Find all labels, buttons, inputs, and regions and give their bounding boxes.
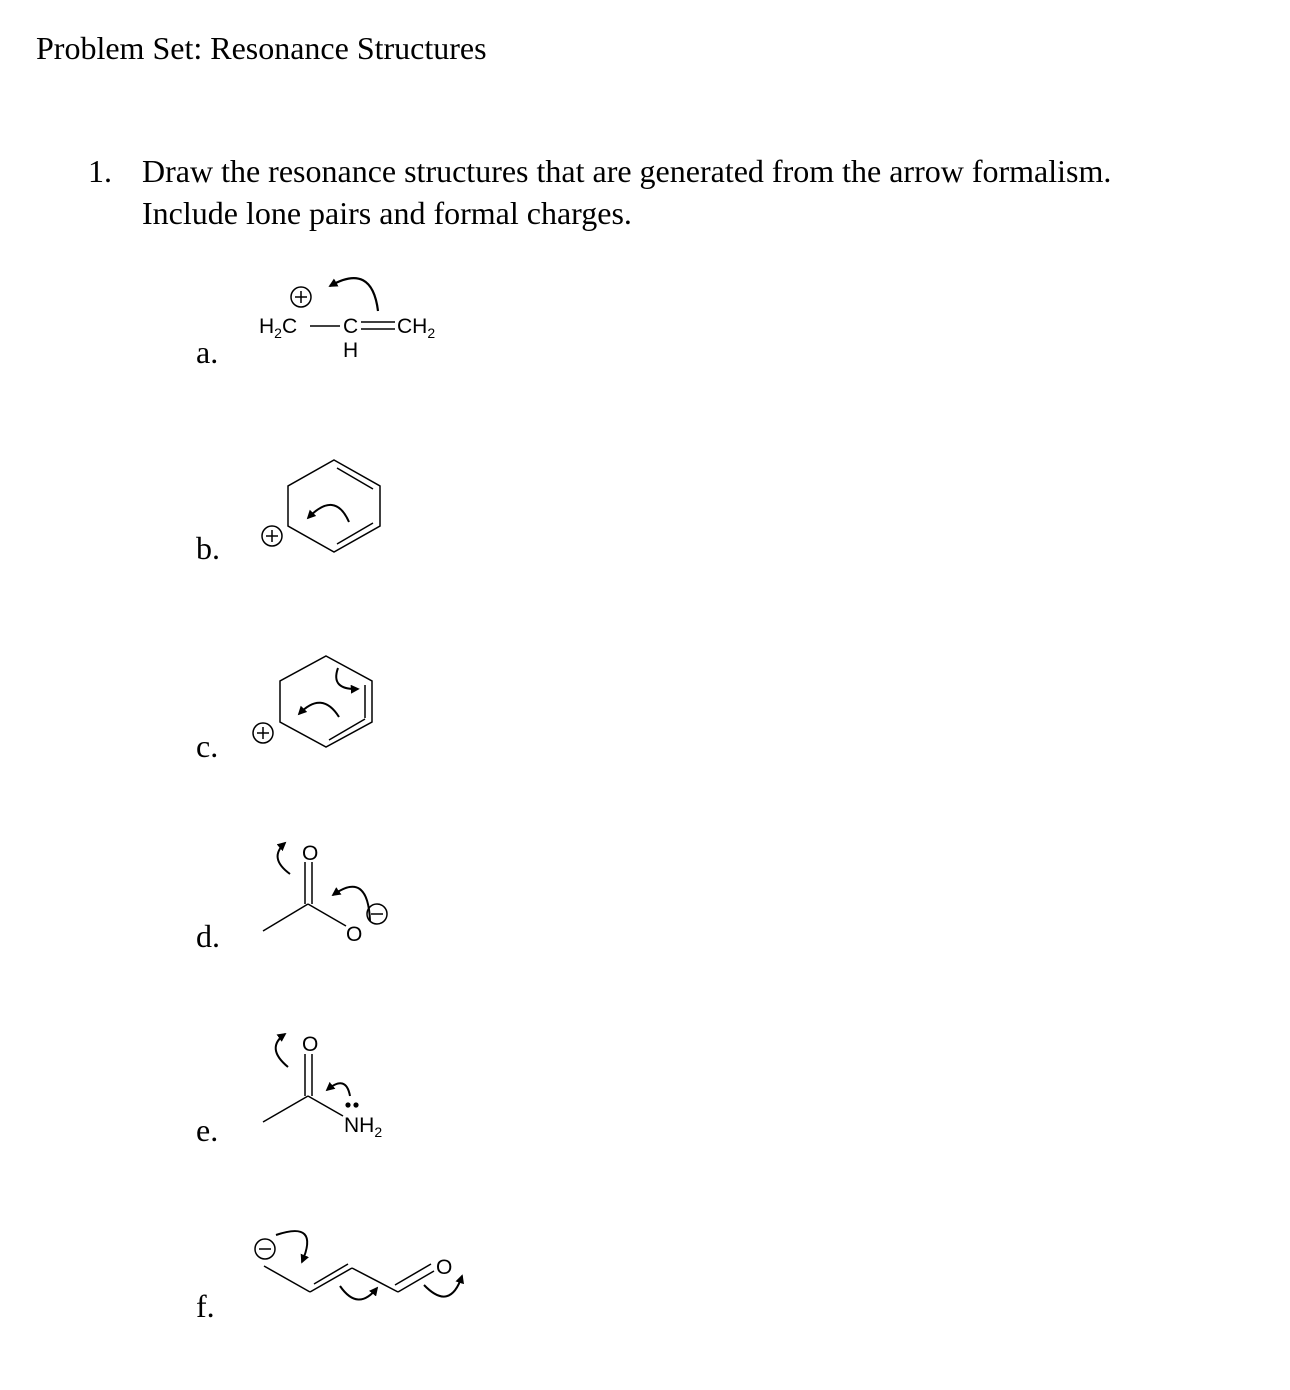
charge-plus-a	[291, 287, 311, 307]
problem-label-a: a.	[196, 334, 219, 370]
bond-f-3	[352, 1268, 398, 1292]
bond-f-2	[310, 1268, 352, 1292]
atom-label-e-amine: $NH_2$	[344, 1114, 383, 1140]
question-line-2: Include lone pairs and formal charges.	[142, 195, 632, 231]
curved-arrow-f-2	[340, 1286, 377, 1300]
bond-d-methyl	[263, 904, 308, 931]
curved-arrow-c-2	[299, 703, 339, 717]
atom-label-d-carbonyl-o: O	[302, 842, 319, 865]
charge-minus-f	[255, 1239, 275, 1259]
charge-plus-b	[262, 526, 282, 546]
curved-arrow-e-2	[327, 1083, 350, 1096]
curved-arrow-f-1	[276, 1231, 307, 1262]
problem-label-c: c.	[196, 728, 219, 764]
problem-label-f: f.	[196, 1288, 215, 1324]
curved-arrow-e-1	[276, 1034, 288, 1067]
structure-a	[240, 260, 470, 370]
page-title: Problem Set: Resonance Structures	[36, 30, 487, 66]
curved-arrow-d-2	[333, 887, 370, 921]
lone-pair-e	[345, 1102, 358, 1107]
question-line-1: Draw the resonance structures that are generated from the arrow formalism.	[142, 153, 1112, 189]
structure-c	[245, 645, 395, 755]
bond-f-1	[264, 1266, 310, 1292]
bond-f-4-double-2	[395, 1264, 431, 1285]
structure-f	[245, 1210, 475, 1320]
atom-label-f-o: O	[436, 1256, 453, 1279]
structure-b	[250, 450, 400, 560]
problem-label-b: b.	[196, 530, 220, 566]
problem-label-e: e.	[196, 1112, 219, 1148]
curved-arrow-d-1	[278, 843, 290, 874]
problem-label-d: d.	[196, 918, 220, 954]
atom-label-e-carbonyl-o: O	[302, 1033, 319, 1056]
structure-d	[255, 835, 405, 950]
charge-plus-c	[253, 723, 273, 743]
atom-label-a-right: $CH_2$	[397, 315, 436, 341]
atom-label-a-left: $H_2C$	[259, 315, 298, 341]
atom-label-d-single-o: O	[346, 923, 363, 946]
bond-e-methyl	[263, 1096, 308, 1122]
question-number: 1.	[88, 153, 112, 189]
bond-d-co-single	[308, 904, 346, 926]
ring-c	[280, 656, 372, 747]
curved-arrow-b	[308, 505, 349, 522]
structure-e	[255, 1025, 415, 1140]
curved-arrow-f-3	[424, 1276, 462, 1297]
atom-label-a-h: H	[343, 339, 359, 362]
atom-label-a-center: C	[343, 315, 359, 338]
bond-e-cn	[308, 1096, 343, 1116]
curved-arrow-a	[330, 278, 378, 311]
question-text	[142, 150, 1262, 234]
